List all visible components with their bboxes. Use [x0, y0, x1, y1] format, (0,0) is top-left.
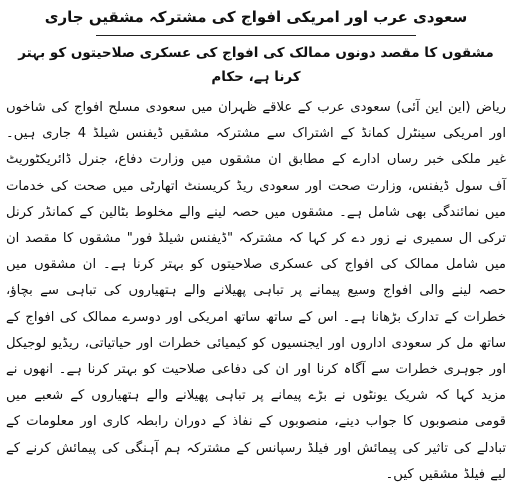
article-paragraph: ریاض (این این آئی) سعودی عرب کے علاقے ظہران میں سعودی مسلح افواج کی شاخوں اور امریکی سینٹرل کمانڈ کے اشتراک سے مشترکہ مشقیں ڈیفنس شیلڈ 4 جاری ہیں۔ غیر ملکی خبر رساں ادارے کے مطابق ان مشقوں میں وزارت دفاع، جنرل ڈائریکٹوریٹ آف سول ڈیفنس، وزارت صحت اور سعودی ریڈ کریسنٹ اتھارٹی میں صحت کی خدمات میں نمائندگی بھی شامل ہے۔ مشقوں میں حصہ لینے والے مخلوط بٹالین کے کمانڈر کرنل ترکی ال سمیری نے زور دے کر کہا کہ مشترکہ "ڈیفنس شیلڈ فور" مشقوں کا مقصد ان میں شامل ممالک کی افواج کی عسکری صلاحیتوں کو بہتر کرنا ہے۔ ان مشقوں میں حصہ لینے والی افواج وسیع پیمانے پر تباہی پھیلانے والے ہتھیاروں کی تباہی سے بچاؤ، خطرات کے تدارک بڑھانا ہے۔ اس کے ساتھ ساتھ امریکی اور دوسرے ممالک کی افواج کے ساتھ مل کر سعودی اداروں اور ایجنسیوں کو کیمیائی خطرات اور حیاتیاتی، ریڈیو لوجیکل اور جوہری خطرات سے آگاہ کرنا اور ان کی دفاعی صلاحیت کو بہتر کرنا ہے۔ انھوں نے مزید کہا کہ شریک یونٹوں نے بڑے پیمانے پر تباہی پھیلانے والے ہتھیاروں کے شعبے میں قومی منصوبوں کا جواب دینے، منصوبوں کے نفاذ کے دوران رابطہ کاری اور معلومات کے تبادلے کی تاثیر کی پیمائش اور فیلڈ رسپانس کے مشترکہ ہم آہنگی کی پیمائش کرنے کے لیے فیلڈ مشقیں کیں۔ — [6, 100, 507, 482]
news-article — [6, 4, 506, 499]
headline-divider — [96, 35, 416, 36]
headline: سعودی عرب اور امریکی افواج کی مشترکہ مشقیں جاری — [44, 8, 468, 26]
article-body — [6, 95, 506, 488]
subheadline: مشقوں کا مقصد دونوں ممالک کی افواج کی عسکری صلاحیتوں کو بہتر کرنا ہے، حکام — [18, 45, 494, 85]
